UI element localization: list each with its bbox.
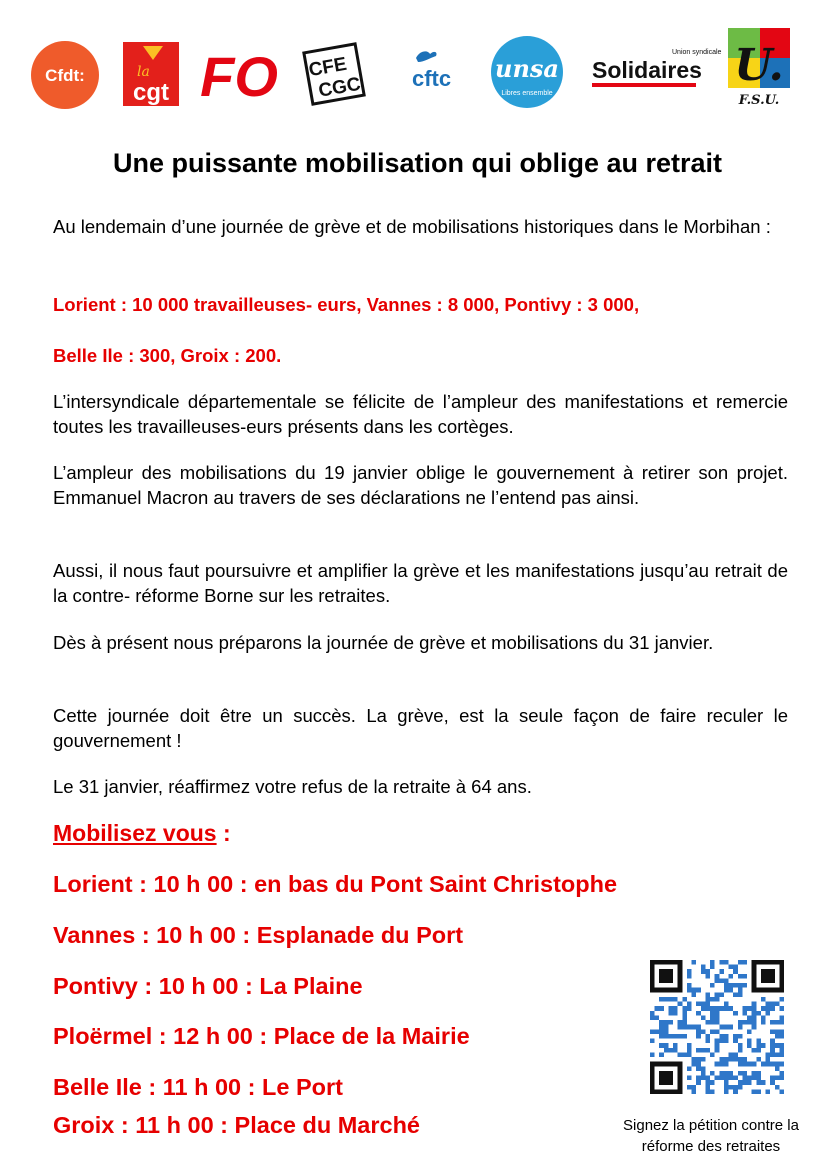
poursuivre-paragraph: Aussi, il nous faut poursuivre et amplifier la grève et les manifestations jusqu’au retrait de la contre- réforme Borne sur les retraites.	[53, 560, 788, 606]
svg-text:Cfdt:: Cfdt:	[45, 66, 85, 85]
petition-qr-code[interactable]	[650, 960, 784, 1094]
svg-text:F.S.U.: F.S.U.	[738, 93, 780, 108]
unsa-logo	[490, 35, 564, 109]
svg-text:Libres ensemble: Libres ensemble	[501, 90, 553, 97]
succes-paragraph: Cette journée doit être un succès. La grève, est la seule façon de faire reculer le gouvernement !	[53, 705, 788, 751]
svg-text:Union syndicale: Union syndicale	[672, 49, 722, 56]
svg-text:cftc: cftc	[412, 66, 452, 91]
rendezvous-item: Vannes : 10 h 00 : Esplanade du Port	[53, 922, 464, 948]
rendezvous-item: Pontivy : 10 h 00 : La Plaine	[53, 973, 363, 999]
svg-text:cgt: cgt	[133, 79, 169, 106]
union-logos-bar	[0, 0, 835, 130]
cfecgc-logo	[300, 42, 366, 104]
intro-paragraph: Au lendemain d’une journée de grève et de mobilisations historiques dans le Morbihan :	[53, 216, 771, 237]
qr-caption	[596, 1115, 826, 1157]
mobilisez-label: Mobilisez vous	[53, 820, 217, 846]
qr-caption-line2: réforme des retraites	[641, 1138, 781, 1155]
fo-logo	[200, 42, 278, 108]
intersyndicale-paragraph: L’intersyndicale départementale se félicite de l’ampleur des manifestations et remercie toutes les travailleuses-eurs présents dans les cortèges.	[53, 391, 788, 437]
mobilisez-heading	[53, 820, 231, 847]
cftc-logo	[408, 44, 468, 94]
page-title: Une puissante mobilisation qui oblige au retrait	[112, 148, 723, 178]
rendezvous-item: Lorient : 10 h 00 : en bas du Pont Saint Christophe	[53, 871, 618, 897]
refus-paragraph: Le 31 janvier, réaffirmez votre refus de la retraite à 64 ans.	[53, 776, 532, 797]
rendezvous-item: Groix : 11 h 00 : Place du Marché	[53, 1112, 421, 1138]
ampleur-paragraph: L’ampleur des mobilisations du 19 janvier oblige le gouvernement à retirer son projet. Emmanuel Macron au travers de ses déclarations ne l’entend pas ainsi.	[53, 462, 788, 508]
svg-text:la: la	[137, 64, 150, 80]
qr-caption-line1: Signez la pétition contre la	[623, 1117, 799, 1134]
svg-text:CFE: CFE	[307, 53, 349, 82]
participation-figures-line2: Belle Ile : 300, Groix : 200.	[53, 345, 282, 366]
svg-text:CGC: CGC	[316, 73, 363, 102]
preparation-paragraph: Dès à présent nous préparons la journée de grève et mobilisations du 31 janvier.	[53, 632, 714, 653]
rendezvous-item: Belle Ile : 11 h 00 : Le Port	[53, 1074, 343, 1100]
fsu-logo	[725, 28, 795, 108]
cfdt-logo	[30, 40, 100, 110]
svg-text:FO: FO	[200, 45, 278, 108]
mobilisez-suffix: :	[216, 820, 231, 846]
participation-figures-line1: Lorient : 10 000 travailleuses- eurs, Vannes : 8 000, Pontivy : 3 000,	[53, 294, 640, 315]
svg-text:U.: U.	[734, 40, 784, 91]
solidaires-logo	[590, 46, 722, 92]
dove-icon	[416, 51, 437, 62]
cgt-logo	[123, 42, 179, 106]
svg-text:unsa: unsa	[495, 54, 559, 83]
rendezvous-item: Ploërmel : 12 h 00 : Place de la Mairie	[53, 1023, 470, 1049]
svg-text:Solidaires: Solidaires	[592, 57, 702, 83]
